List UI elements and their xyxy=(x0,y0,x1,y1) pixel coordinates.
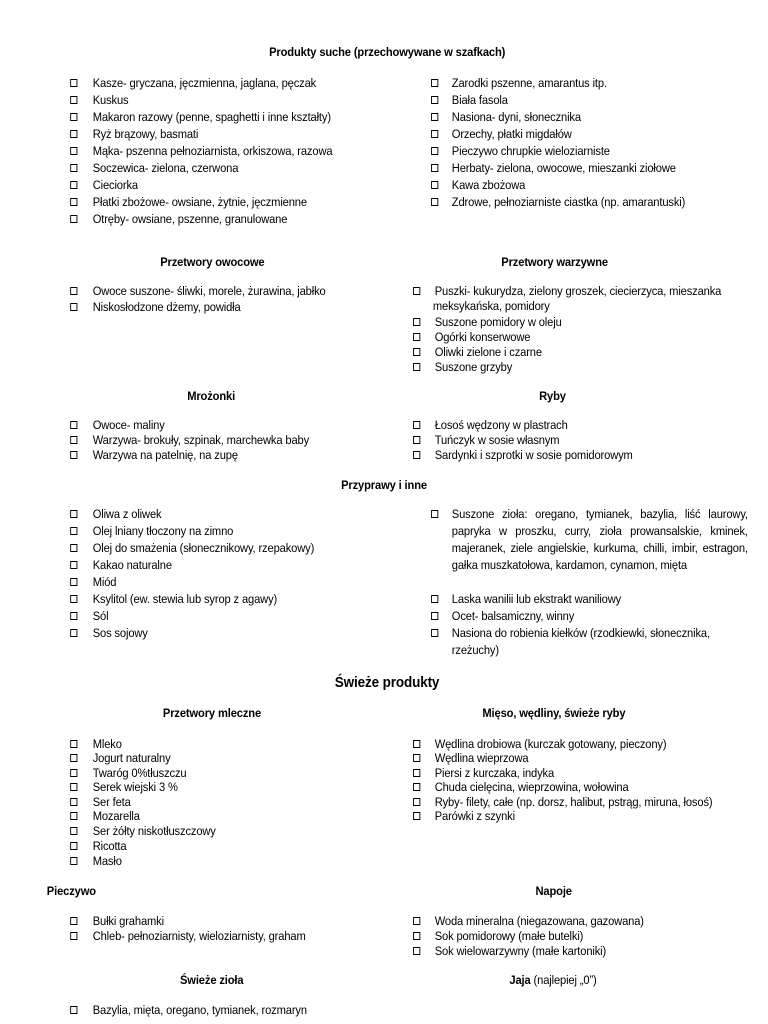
section-title-fish: Ryby xyxy=(539,389,566,403)
checkbox[interactable] xyxy=(70,96,77,104)
item-label: Woda mineralna (niegazowana, gazowana) xyxy=(434,914,644,928)
checkbox[interactable] xyxy=(70,812,77,820)
item-label: Piersi z kurczaka, indyka xyxy=(434,766,555,780)
section-title-veg: Przetwory warzywne xyxy=(501,255,608,269)
item-label: Jogurt naturalny xyxy=(92,751,171,765)
item-label: Sok wielowarzywny (małe kartoniki) xyxy=(434,944,607,958)
item-label: Warzywa- brokuły, szpinak, marchewka baby xyxy=(92,433,310,447)
item-label: Sos sojowy xyxy=(92,626,148,640)
checkbox[interactable] xyxy=(431,147,438,155)
checkbox[interactable] xyxy=(413,436,420,444)
checkbox[interactable] xyxy=(413,333,420,341)
item-label: Parówki z szynki xyxy=(434,809,515,823)
checkbox[interactable] xyxy=(413,740,420,748)
item-label: Wędlina drobiowa (kurczak gotowany, pieczony) xyxy=(434,737,667,751)
item-label: Ser żółty niskotłuszczowy xyxy=(92,824,216,838)
item-label-continued: rzeżuchy) xyxy=(451,643,499,657)
section-title-meat: Mięso, wędliny, świeże ryby xyxy=(482,706,626,720)
checkbox[interactable] xyxy=(70,629,77,637)
checkbox[interactable] xyxy=(70,421,77,429)
checkbox[interactable] xyxy=(70,544,77,552)
checkbox[interactable] xyxy=(70,113,77,121)
item-label: Laska wanilii lub ekstrakt waniliowy xyxy=(451,592,622,606)
item-label: Kasze- gryczana, jęczmienna, jaglana, pęczak xyxy=(92,76,317,90)
item-label: Ricotta xyxy=(92,839,127,853)
item-label: Orzechy, płatki migdałów xyxy=(451,127,572,141)
item-label: Makaron razowy (penne, spaghetti i inne kształty) xyxy=(92,110,331,124)
item-label: Miód xyxy=(92,575,117,589)
item-label: Serek wiejski 3 % xyxy=(92,780,178,794)
checkbox[interactable] xyxy=(413,318,420,326)
checkbox[interactable] xyxy=(70,527,77,535)
checkbox[interactable] xyxy=(70,130,77,138)
checkbox[interactable] xyxy=(70,857,77,865)
item-label: Ocet- balsamiczny, winny xyxy=(451,609,575,623)
item-label: Bułki grahamki xyxy=(92,914,164,928)
checkbox[interactable] xyxy=(431,510,438,518)
item-label: Pieczywo chrupkie wieloziarniste xyxy=(451,144,610,158)
item-label: Mleko xyxy=(92,737,122,751)
item-label: Suszone grzyby xyxy=(434,360,513,374)
checkbox[interactable] xyxy=(70,798,77,806)
checkbox[interactable] xyxy=(70,561,77,569)
checkbox[interactable] xyxy=(70,436,77,444)
item-label-continued: meksykańska, pomidory xyxy=(432,299,550,313)
checkbox[interactable] xyxy=(431,79,438,87)
item-label: Oliwa z oliwek xyxy=(92,507,162,521)
checkbox[interactable] xyxy=(70,932,77,940)
section-title-eggs xyxy=(509,973,596,987)
item-label: Twaróg 0%tłuszczu xyxy=(92,766,187,780)
item-label: Masło xyxy=(92,854,122,868)
section-title-dairy: Przetwory mleczne xyxy=(162,706,262,720)
eggs-note: (najlepiej „0”) xyxy=(533,973,597,987)
item-label: Herbaty- zielona, owocowe, mieszanki ziołowe xyxy=(451,161,676,175)
section-title-spices: Przyprawy i inne xyxy=(341,478,427,492)
checkbox[interactable] xyxy=(413,783,420,791)
checkbox[interactable] xyxy=(431,612,438,620)
eggs-label: Jaja xyxy=(509,973,531,987)
section-title-drinks: Napoje xyxy=(535,884,572,898)
item-label: Zarodki pszenne, amarantus itp. xyxy=(451,76,607,90)
checkbox[interactable] xyxy=(431,181,438,189)
checkbox[interactable] xyxy=(413,932,420,940)
checkbox[interactable] xyxy=(70,215,77,223)
item-label: Oliwki zielone i czarne xyxy=(434,345,542,359)
item-label: Łosoś wędzony w plastrach xyxy=(434,418,568,432)
item-label: Bazylia, mięta, oregano, tymianek, rozmaryn xyxy=(92,1003,307,1017)
item-label: Owoce suszone- śliwki, morele, żurawina, jabłko xyxy=(92,284,326,298)
checkbox[interactable] xyxy=(70,769,77,777)
item-label: Suszone zioła: oregano, tymianek, bazylia, liść laurowy, papryka w proszku, curry, zioła prowansalskie, kminek, majeranek, ziele angielskie, kurkuma, chilli, imbir, estragon, gałka muszkatołowa, kardamon, cynamon, mięta xyxy=(451,507,748,572)
section-title-dry: Produkty suche (przechowywane w szafkach) xyxy=(269,45,506,59)
checkbox[interactable] xyxy=(431,629,438,637)
checkbox[interactable] xyxy=(70,1006,77,1014)
item-label: Mozarella xyxy=(92,809,140,823)
section-title-bread: Pieczywo xyxy=(46,884,96,898)
item-label: Sardynki i szprotki w sosie pomidorowym xyxy=(434,448,633,462)
item-label: Kuskus xyxy=(92,93,129,107)
item-label: Olej do smażenia (słonecznikowy, rzepakowy) xyxy=(92,541,315,555)
checkbox[interactable] xyxy=(70,612,77,620)
item-label: Soczewica- zielona, czerwona xyxy=(92,161,239,175)
item-label: Ryż brązowy, basmati xyxy=(92,127,199,141)
item-label: Zdrowe, pełnoziarniste ciastka (np. amarantuski) xyxy=(451,195,686,209)
item-label: Ser feta xyxy=(92,795,131,809)
checkbox[interactable] xyxy=(70,510,77,518)
section-title-fresh: Świeże produkty xyxy=(334,674,440,691)
item-label: Ksylitol (ew. stewia lub syrop z agawy) xyxy=(92,592,278,606)
checkbox[interactable] xyxy=(431,130,438,138)
item-label: Biała fasola xyxy=(451,93,508,107)
checkbox[interactable] xyxy=(70,303,77,311)
item-label: Nasiona- dyni, słonecznika xyxy=(451,110,581,124)
checkbox[interactable] xyxy=(413,363,420,371)
section-title-fresh-herbs: Świeże zioła xyxy=(180,973,244,987)
item-label: Chleb- pełnoziarnisty, wieloziarnisty, graham xyxy=(92,929,306,943)
item-label: Sok pomidorowy (małe butelki) xyxy=(434,929,584,943)
checkbox[interactable] xyxy=(431,113,438,121)
section-title-fruit: Przetwory owocowe xyxy=(160,255,265,269)
checkbox[interactable] xyxy=(431,96,438,104)
checkbox[interactable] xyxy=(413,798,420,806)
checkbox[interactable] xyxy=(413,754,420,762)
checkbox[interactable] xyxy=(413,812,420,820)
checkbox[interactable] xyxy=(413,769,420,777)
item-label: Warzywa na patelnię, na zupę xyxy=(92,448,238,462)
item-label: Ogórki konserwowe xyxy=(434,330,531,344)
checkbox[interactable] xyxy=(431,595,438,603)
item-label: Wędlina wieprzowa xyxy=(434,751,529,765)
checkbox[interactable] xyxy=(413,348,420,356)
item-label: Mąka- pszenna pełnoziarnista, orkiszowa, razowa xyxy=(92,144,333,158)
item-label: Ryby- filety, całe (np. dorsz, halibut, pstrąg, miruna, łosoś) xyxy=(434,795,713,809)
section-title-frozen: Mrożonki xyxy=(187,389,236,403)
item-label: Suszone pomidory w oleju xyxy=(434,315,562,329)
item-label: Puszki- kukurydza, zielony groszek, ciecierzyca, mieszanka xyxy=(434,284,722,298)
checkbox[interactable] xyxy=(413,421,420,429)
item-label: Nasiona do robienia kiełków (rzodkiewki, słonecznika, xyxy=(451,626,710,640)
item-label: Olej lniany tłoczony na zimno xyxy=(92,524,234,538)
item-label: Owoce- maliny xyxy=(92,418,165,432)
checkbox[interactable] xyxy=(413,451,420,459)
checkbox[interactable] xyxy=(431,198,438,206)
item-label: Sól xyxy=(92,609,109,623)
item-label: Tuńczyk w sosie własnym xyxy=(434,433,560,447)
checkbox[interactable] xyxy=(70,147,77,155)
checkbox[interactable] xyxy=(70,917,77,925)
checkbox[interactable] xyxy=(70,754,77,762)
item-label: Cieciorka xyxy=(92,178,138,192)
checkbox[interactable] xyxy=(70,198,77,206)
checkbox[interactable] xyxy=(70,164,77,172)
checkbox[interactable] xyxy=(70,595,77,603)
item-label: Kakao naturalne xyxy=(92,558,172,572)
item-label: Niskosłodzone dżemy, powidła xyxy=(92,300,241,314)
checkbox[interactable] xyxy=(413,917,420,925)
item-label: Chuda cielęcina, wieprzowina, wołowina xyxy=(434,780,629,794)
checkbox[interactable] xyxy=(70,181,77,189)
checkbox[interactable] xyxy=(70,578,77,586)
checkbox[interactable] xyxy=(70,451,77,459)
checkbox[interactable] xyxy=(70,827,77,835)
checkbox[interactable] xyxy=(70,287,77,295)
checkbox[interactable] xyxy=(70,783,77,791)
checkbox[interactable] xyxy=(70,842,77,850)
checkbox[interactable] xyxy=(70,740,77,748)
checkbox[interactable] xyxy=(431,164,438,172)
checkbox[interactable] xyxy=(413,947,420,955)
checkbox[interactable] xyxy=(413,287,420,295)
item-label: Otręby- owsiane, pszenne, granulowane xyxy=(92,212,288,226)
checkbox[interactable] xyxy=(70,79,77,87)
item-label: Kawa zbożowa xyxy=(451,178,526,192)
item-label: Płatki zbożowe- owsiane, żytnie, jęczmienne xyxy=(92,195,307,209)
